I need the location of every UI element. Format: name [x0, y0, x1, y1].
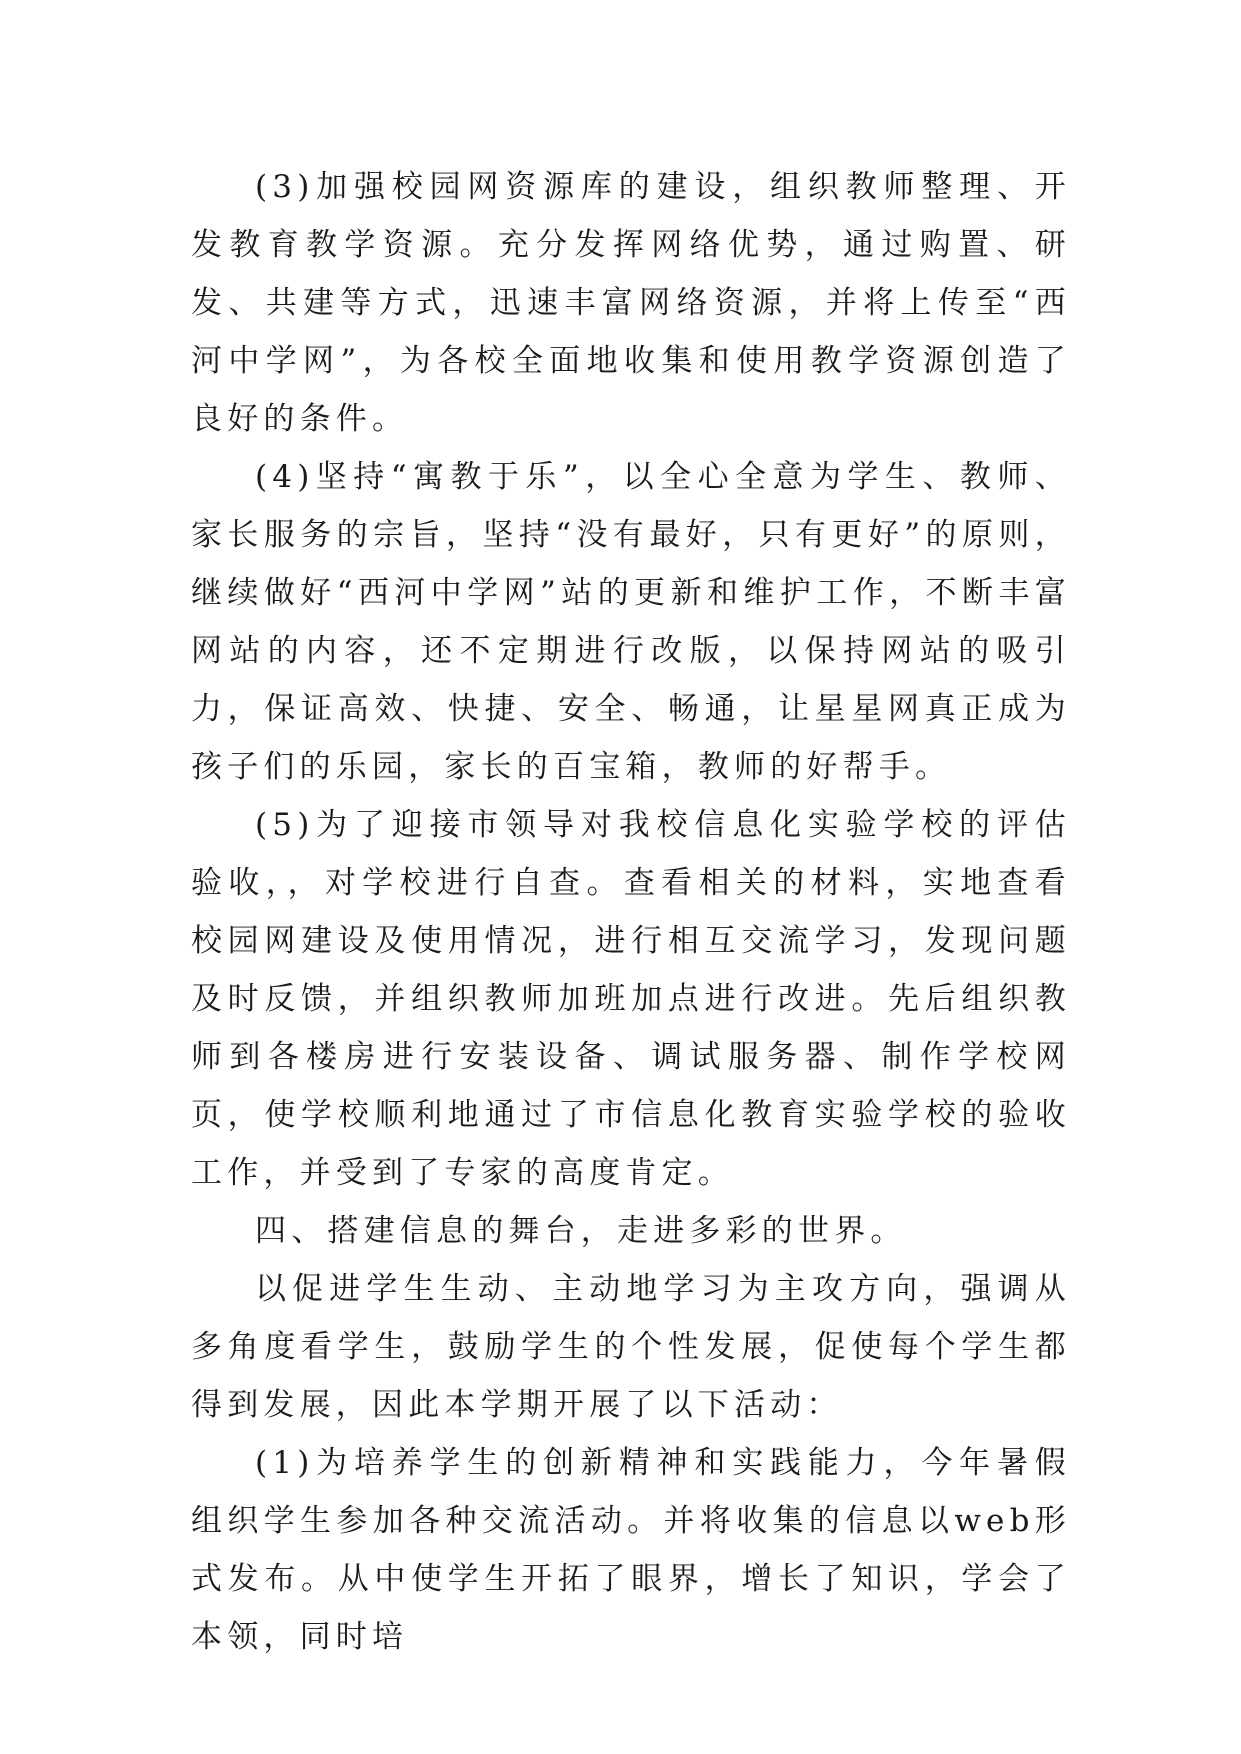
section-heading-four: 四、搭建信息的舞台，走进多彩的世界。 — [255, 1213, 907, 1249]
paragraph-activity-one: (1)为培养学生的创新精神和实践能力，今年暑假组织学生参加各种交流活动。并将收集的信息以web形式发布。从中使学生开拓了眼界，增长了知识，学会了本领，同时培 — [191, 1445, 1071, 1655]
paragraph-resource-library: (3)加强校园网资源库的建设，组织教师整理、开发教育教学资源。充分发挥网络优势，通过购置、研发、共建等方式，迅速丰富网络资源，并将上传至“西河中学网”，为各校全面地收集和使用教学资源创造了良好的条件。 — [191, 169, 1071, 437]
paragraph-student-development: 以促进学生生动、主动地学习为主攻方向，强调从多角度看学生，鼓励学生的个性发展，促使每个学生都得到发展，因此本学期开展了以下活动： — [191, 1271, 1071, 1423]
document-body — [191, 158, 1071, 1666]
paragraph-acceptance-inspection: (5)为了迎接市领导对我校信息化实验学校的评估验收，，对学校进行自查。查看相关的材料，实地查看校园网建设及使用情况，进行相互交流学习，发现问题及时反馈，并组织教师加班加点进行改进。先后组织教师到各楼房进行安装设备、调试服务器、制作学校网页，使学校顺利地通过了市信息化教育实验学校的验收工作，并受到了专家的高度肯定。 — [191, 807, 1071, 1191]
paragraph-website-maintenance: (4)坚持“寓教于乐”，以全心全意为学生、教师、家长服务的宗旨，坚持“没有最好，只有更好”的原则，继续做好“西河中学网”站的更新和维护工作，不断丰富网站的内容，还不定期进行改版，以保持网站的吸引力，保证高效、快捷、安全、畅通，让星星网真正成为孩子们的乐园，家长的百宝箱，教师的好帮手。 — [191, 459, 1071, 785]
